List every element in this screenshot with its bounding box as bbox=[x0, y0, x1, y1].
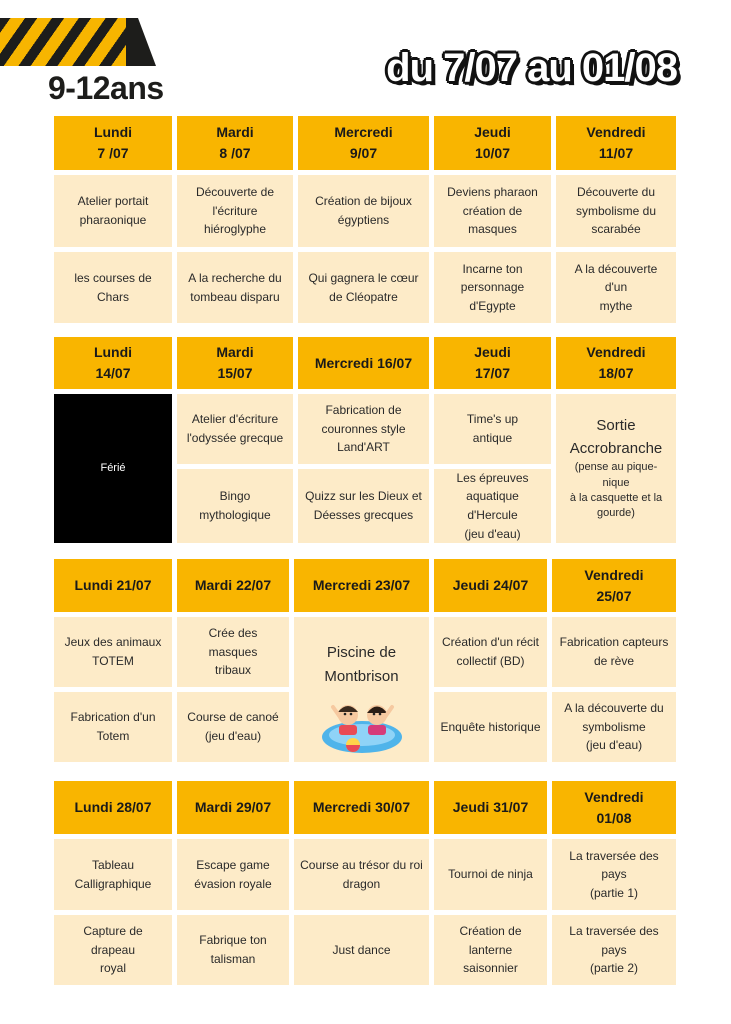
header-wednesday: Mercredi 9/07 bbox=[298, 116, 429, 170]
activity-cell: Découverte du symbolisme du scarabée bbox=[556, 175, 676, 247]
header-thursday: Jeudi 10/07 bbox=[434, 116, 551, 170]
friday-outing-cell bbox=[556, 394, 676, 543]
activity-cell: Création de lanterne saisonnier bbox=[434, 915, 547, 985]
header-tuesday: Mardi 15/07 bbox=[177, 337, 293, 389]
activity-cell: Les épreuves aquatique d'Hercule (jeu d'eau) bbox=[434, 469, 551, 543]
activity-cell: Escape game évasion royale bbox=[177, 839, 289, 910]
header-monday: Lundi 14/07 bbox=[54, 337, 172, 389]
header-tuesday: Mardi 29/07 bbox=[177, 781, 289, 834]
holiday-cell: Férié bbox=[54, 394, 172, 543]
activity-cell: A la recherche du tombeau disparu bbox=[177, 252, 293, 323]
header-monday: Lundi 7 /07 bbox=[54, 116, 172, 170]
week-2-grid bbox=[54, 337, 676, 543]
activity-cell: Atelier d'écriture l'odyssée grecque bbox=[177, 394, 293, 464]
activity-cell: Quizz sur les Dieux et Déesses grecques bbox=[298, 469, 429, 543]
activity-cell: Capture de drapeau royal bbox=[54, 915, 172, 985]
activity-cell: Fabrication capteurs de rève bbox=[552, 617, 676, 687]
header-wednesday: Mercredi 16/07 bbox=[298, 337, 429, 389]
activity-cell: Fabrication d'un Totem bbox=[54, 692, 172, 762]
header-monday: Lundi 28/07 bbox=[54, 781, 172, 834]
activity-cell: Fabrication de couronnes style Land'ART bbox=[298, 394, 429, 464]
header-wednesday: Mercredi 30/07 bbox=[294, 781, 429, 834]
pool-outing-cell bbox=[294, 617, 429, 762]
activity-cell: Découverte de l'écriture hiéroglyphe bbox=[177, 175, 293, 247]
activity-cell: Time's up antique bbox=[434, 394, 551, 464]
activity-cell: Enquête historique bbox=[434, 692, 547, 762]
week-4-grid bbox=[54, 781, 676, 985]
activity-cell: A la découverte du symbolisme (jeu d'eau) bbox=[552, 692, 676, 762]
activity-cell: Création de bijoux égyptiens bbox=[298, 175, 429, 247]
activity-cell: Course au trésor du roi dragon bbox=[294, 839, 429, 910]
pool-outing-title: Piscine de Montbrison bbox=[324, 644, 399, 685]
header-thursday: Jeudi 31/07 bbox=[434, 781, 547, 834]
outing-note: (pense au pique-nique à la casquette et la gourde) bbox=[569, 461, 663, 520]
header-friday: Vendredi 25/07 bbox=[552, 559, 676, 612]
header-friday: Vendredi 11/07 bbox=[556, 116, 676, 170]
activity-cell: Qui gagnera le cœur de Cléopatre bbox=[298, 252, 429, 323]
activity-cell: La traversée des pays (partie 2) bbox=[552, 915, 676, 985]
week-1-grid bbox=[54, 116, 676, 323]
header-thursday: Jeudi 24/07 bbox=[434, 559, 547, 612]
activity-cell: Atelier portait pharaonique bbox=[54, 175, 172, 247]
activity-cell: Jeux des animaux TOTEM bbox=[54, 617, 172, 687]
header-friday: Vendredi 18/07 bbox=[556, 337, 676, 389]
activity-cell: Fabrique ton talisman bbox=[177, 915, 289, 985]
hazard-stripes-cap bbox=[126, 18, 156, 66]
activity-cell: Crée des masques tribaux bbox=[177, 617, 289, 687]
header-friday: Vendredi 01/08 bbox=[552, 781, 676, 834]
date-range-title: du 7/07 au 01/08 bbox=[386, 46, 677, 90]
activity-cell: Incarne ton personnage d'Egypte bbox=[434, 252, 551, 323]
swimming-kids-icon bbox=[317, 693, 407, 755]
header-wednesday: Mercredi 23/07 bbox=[294, 559, 429, 612]
activity-cell: Bingo mythologique bbox=[177, 469, 293, 543]
outing-title: Sortie Accrobranche bbox=[569, 417, 663, 457]
week-3-grid bbox=[54, 559, 676, 762]
activity-cell: Création d'un récit collectif (BD) bbox=[434, 617, 547, 687]
activity-cell: Tableau Calligraphique bbox=[54, 839, 172, 910]
header-monday: Lundi 21/07 bbox=[54, 559, 172, 612]
activity-cell: Course de canoé (jeu d'eau) bbox=[177, 692, 289, 762]
age-group-title: 9-12ans bbox=[48, 70, 164, 106]
activity-cell: A la découverte d'un mythe bbox=[556, 252, 676, 323]
header-tuesday: Mardi 22/07 bbox=[177, 559, 289, 612]
header-tuesday: Mardi 8 /07 bbox=[177, 116, 293, 170]
activity-cell: Deviens pharaon création de masques bbox=[434, 175, 551, 247]
activity-cell: Just dance bbox=[294, 915, 429, 985]
activity-cell: La traversée des pays (partie 1) bbox=[552, 839, 676, 910]
activity-cell: les courses de Chars bbox=[54, 252, 172, 323]
activity-cell: Tournoi de ninja bbox=[434, 839, 547, 910]
hazard-stripes-icon bbox=[0, 18, 138, 66]
header-thursday: Jeudi 17/07 bbox=[434, 337, 551, 389]
